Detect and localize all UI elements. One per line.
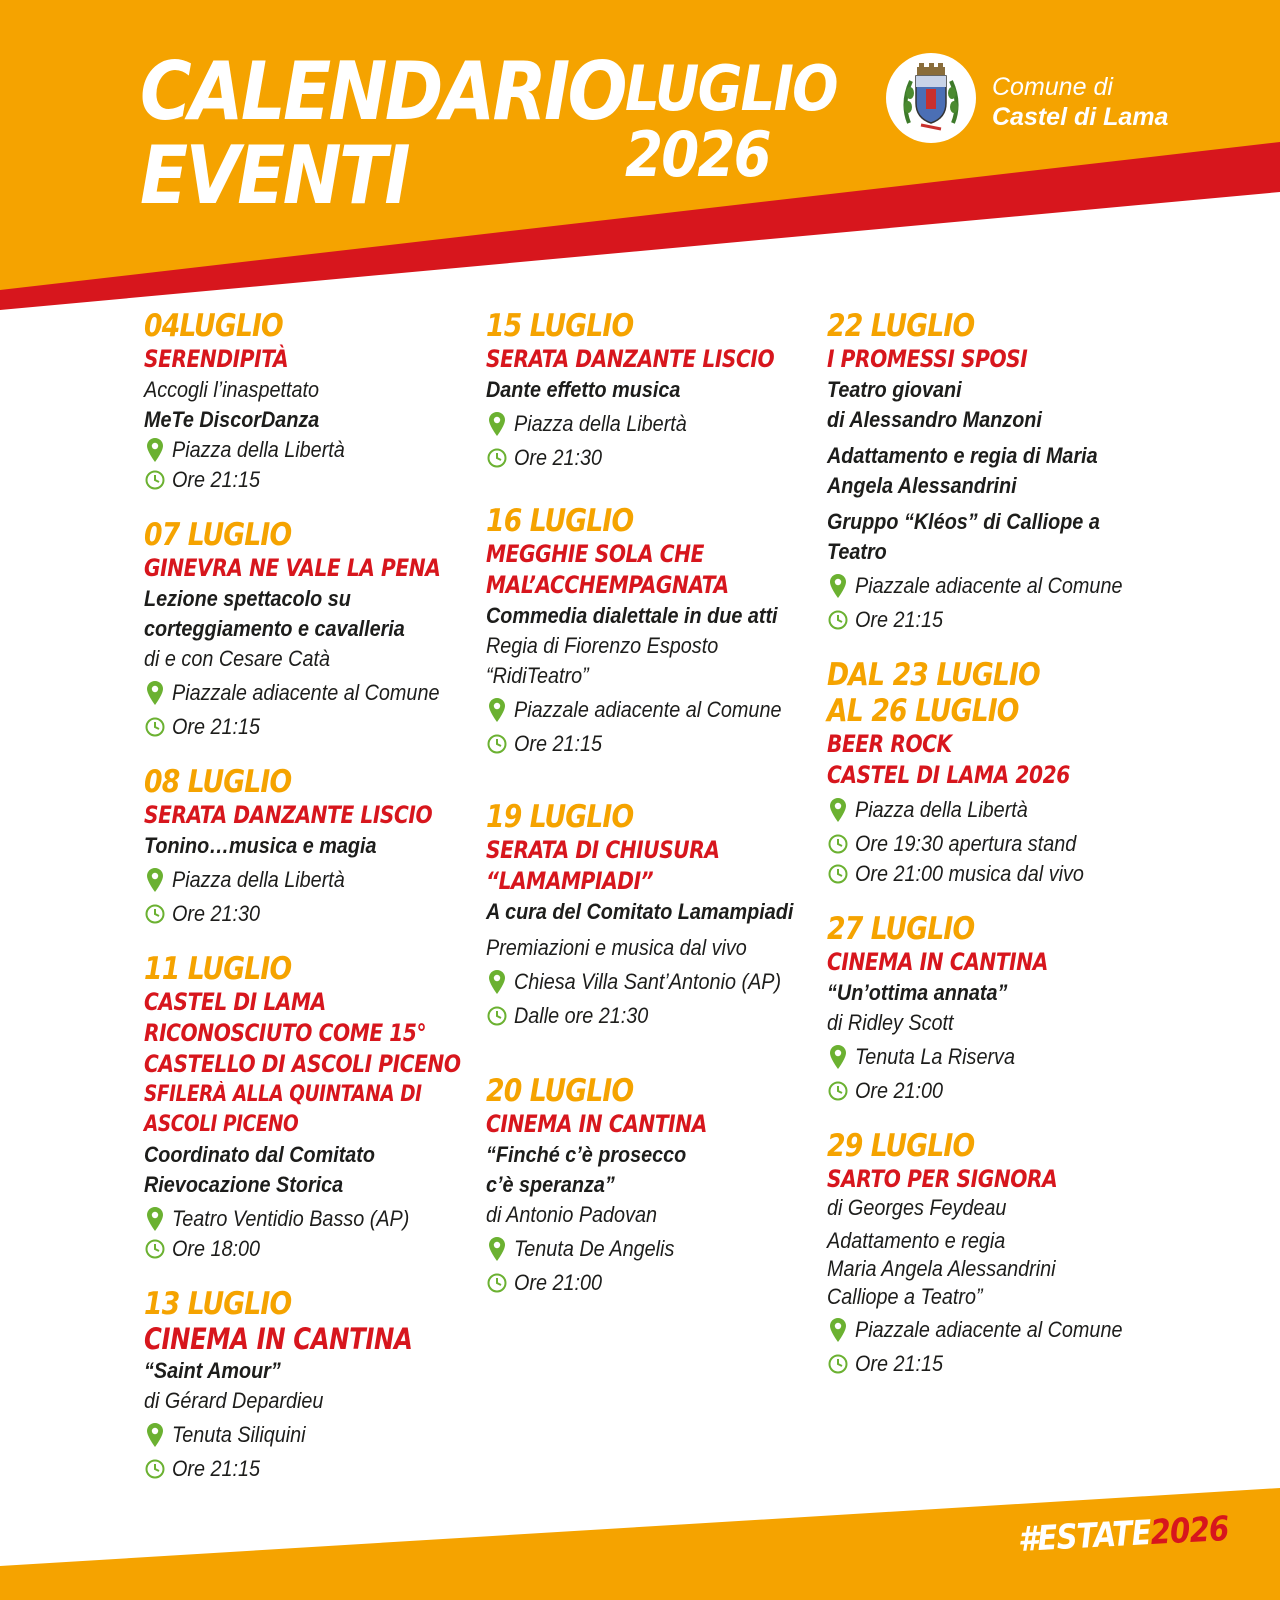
event-07-luglio	[144, 517, 474, 742]
event-description: Coordinato dal Comitato	[144, 1142, 375, 1167]
hashtag-text: #ESTATE	[1016, 1513, 1152, 1560]
event-title: CINEMA IN CANTINA	[144, 1322, 413, 1356]
event-description: A cura del Comitato Lamampiadi	[486, 899, 794, 924]
month-line-2: 2026	[625, 118, 770, 191]
event-time	[144, 465, 474, 495]
event-place	[486, 967, 816, 997]
event-description: Regia di Fiorenzo Esposto	[486, 633, 719, 658]
map-pin-icon	[827, 1045, 849, 1069]
event-description: Adattamento e regia	[827, 1228, 1006, 1253]
event-time-text: Ore 21:00	[855, 1078, 944, 1103]
event-date: 27 LUGLIO	[827, 911, 975, 947]
event-date: AL 26 LUGLIO	[827, 693, 1019, 729]
map-pin-icon	[827, 574, 849, 598]
map-pin-icon	[827, 1318, 849, 1342]
event-time-text: Ore 21:15	[172, 714, 261, 739]
event-title: SERENDIPITÀ	[144, 345, 289, 373]
event-description: Lezione spettacolo su	[144, 586, 351, 611]
map-pin-icon	[144, 1423, 166, 1447]
event-04-luglio	[144, 308, 474, 495]
event-place-text: Tenuta La Riserva	[855, 1044, 1015, 1069]
event-date: DAL 23 LUGLIO	[827, 657, 1040, 693]
title-line-1: CALENDARIO	[140, 45, 625, 138]
events-column-3	[827, 308, 1187, 1401]
event-description: Dante effetto musica	[486, 377, 681, 402]
event-place	[144, 1204, 474, 1234]
event-place-text: Teatro Ventidio Basso (AP)	[172, 1206, 410, 1231]
comune-line-1: Comune di	[992, 73, 1113, 101]
event-place	[827, 1042, 1187, 1072]
event-08-luglio	[144, 764, 474, 929]
event-time	[827, 829, 1187, 859]
event-subtitle: ASCOLI PICENO	[144, 1112, 299, 1137]
events-column-1	[144, 308, 474, 1506]
event-title: BEER ROCK	[827, 730, 952, 758]
event-date: 08 LUGLIO	[144, 764, 292, 800]
event-description: c’è speranza”	[486, 1172, 615, 1197]
event-time	[486, 729, 816, 759]
event-time	[144, 1454, 474, 1484]
event-description: di Alessandro Manzoni	[827, 407, 1042, 432]
event-time	[827, 1076, 1187, 1106]
event-title: CINEMA IN CANTINA	[486, 1110, 707, 1138]
event-place	[144, 435, 474, 465]
event-time-text: Ore 21:15	[172, 1456, 261, 1481]
event-subtitle: SFILERÀ ALLA QUINTANA DI	[144, 1082, 422, 1107]
coat-of-arms-icon	[899, 63, 963, 133]
event-description: Adattamento e regia di Maria	[827, 443, 1098, 468]
event-title: “LAMAMPIADI”	[486, 867, 654, 895]
event-place	[144, 1420, 474, 1450]
map-pin-icon	[144, 681, 166, 705]
event-place-text: Chiesa Villa Sant’Antonio (AP)	[514, 969, 782, 994]
event-time-text: Ore 19:30 apertura stand	[855, 831, 1077, 856]
event-place-text: Piazzale adiacente al Comune	[855, 573, 1123, 598]
event-date: 04LUGLIO	[144, 308, 283, 344]
event-place-text: Piazzale adiacente al Comune	[855, 1317, 1123, 1342]
event-date: 07 LUGLIO	[144, 517, 292, 553]
event-description: Rievocazione Storica	[144, 1172, 344, 1197]
event-title: I PROMESSI SPOSI	[827, 345, 1028, 373]
clock-icon	[827, 864, 849, 884]
clock-icon	[827, 834, 849, 854]
event-time-text: Ore 21:00	[514, 1270, 603, 1295]
event-date: 22 LUGLIO	[827, 308, 975, 344]
event-time	[827, 859, 1187, 889]
map-pin-icon	[486, 970, 508, 994]
event-time-text: Ore 21:30	[514, 445, 603, 470]
month-heading	[625, 52, 837, 191]
event-date: 29 LUGLIO	[827, 1128, 975, 1164]
clock-icon	[144, 470, 166, 490]
event-place-text: Piazza della Libertà	[855, 797, 1028, 822]
clock-icon	[144, 1239, 166, 1259]
event-time-text: Ore 21:15	[514, 731, 603, 756]
event-date: 13 LUGLIO	[144, 1286, 292, 1322]
comune-label	[992, 72, 1168, 132]
event-description: di Antonio Padovan	[486, 1202, 657, 1227]
event-time-text: Ore 21:15	[855, 1351, 944, 1376]
event-place-text: Piazza della Libertà	[172, 437, 345, 462]
event-19-luglio	[486, 799, 816, 1031]
event-title: CINEMA IN CANTINA	[827, 948, 1048, 976]
event-description: di Gérard Depardieu	[144, 1388, 324, 1413]
event-22-luglio	[827, 308, 1187, 635]
event-time-text: Ore 18:00	[172, 1236, 261, 1261]
clock-icon	[486, 448, 508, 468]
event-title: SERATA DANZANTE LISCIO	[486, 345, 775, 373]
event-description: di Georges Feydeau	[827, 1195, 1007, 1220]
event-date: 11 LUGLIO	[144, 951, 292, 987]
hashtag-year: 2026	[1149, 1508, 1230, 1554]
event-29-luglio	[827, 1128, 1187, 1379]
clock-icon	[486, 1273, 508, 1293]
event-title: SARTO PER SIGNORA	[827, 1165, 1058, 1193]
map-pin-icon	[144, 1207, 166, 1231]
event-23-26-luglio	[827, 657, 1187, 889]
event-description: MeTe DiscorDanza	[144, 407, 320, 432]
event-title: SERATA DANZANTE LISCIO	[144, 801, 433, 829]
map-pin-icon	[144, 438, 166, 462]
event-time	[486, 1268, 816, 1298]
events-column-2	[486, 308, 816, 1320]
event-description: Teatro giovani	[827, 377, 962, 402]
event-title: RICONOSCIUTO COME 15°	[144, 1019, 427, 1047]
event-description: Calliope a Teatro”	[827, 1284, 983, 1309]
event-description: “Finché c’è prosecco	[486, 1142, 687, 1167]
event-place-text: Tenuta De Angelis	[514, 1236, 675, 1261]
event-place-text: Tenuta Siliquini	[172, 1422, 306, 1447]
event-place	[486, 695, 816, 725]
event-date: 20 LUGLIO	[486, 1073, 634, 1109]
event-20-luglio	[486, 1073, 816, 1298]
event-description: Accogli l’inaspettato	[144, 377, 320, 402]
event-description: di e con Cesare Catà	[144, 646, 331, 671]
event-title: MEGGHIE SOLA CHE	[486, 540, 704, 568]
event-title: CASTEL DI LAMA 2026	[827, 761, 1070, 789]
event-title: SERATA DI CHIUSURA	[486, 836, 720, 864]
map-pin-icon	[144, 868, 166, 892]
event-date: 19 LUGLIO	[486, 799, 634, 835]
event-13-luglio	[144, 1286, 474, 1484]
event-description: Gruppo “Kléos” di Calliope a	[827, 509, 1100, 534]
event-place	[827, 795, 1187, 825]
clock-icon	[827, 1081, 849, 1101]
event-description: Maria Angela Alessandrini	[827, 1256, 1056, 1281]
comune-logo	[886, 53, 976, 143]
clock-icon	[486, 1006, 508, 1026]
event-16-luglio	[486, 503, 816, 759]
event-description: Angela Alessandrini	[827, 473, 1017, 498]
clock-icon	[827, 1354, 849, 1374]
event-place	[827, 1315, 1187, 1345]
clock-icon	[486, 734, 508, 754]
map-pin-icon	[486, 412, 508, 436]
event-time-text: Ore 21:15	[855, 607, 944, 632]
event-title: GINEVRA NE VALE LA PENA	[144, 554, 441, 582]
event-title: CASTEL DI LAMA	[144, 988, 326, 1016]
event-time	[486, 1001, 816, 1031]
event-description: Commedia dialettale in due atti	[486, 603, 778, 628]
event-description: “RidiTeatro”	[486, 663, 589, 688]
event-description: Tonino…musica e magia	[144, 833, 377, 858]
event-place-text: Piazzale adiacente al Comune	[172, 680, 440, 705]
event-time	[144, 712, 474, 742]
event-time-text: Ore 21:15	[172, 467, 261, 492]
event-description: “Saint Amour”	[144, 1358, 281, 1383]
event-27-luglio	[827, 911, 1187, 1106]
event-time-text: Ore 21:30	[172, 901, 261, 926]
clock-icon	[827, 610, 849, 630]
event-time	[486, 443, 816, 473]
event-place	[144, 678, 474, 708]
event-place	[144, 865, 474, 895]
event-time	[827, 1349, 1187, 1379]
event-description: corteggiamento e cavalleria	[144, 616, 405, 641]
map-pin-icon	[827, 798, 849, 822]
event-description: di Ridley Scott	[827, 1010, 954, 1035]
event-time-text: Ore 21:00 musica dal vivo	[855, 861, 1084, 886]
event-description: Premiazioni e musica dal vivo	[486, 935, 747, 960]
event-place-text: Piazza della Libertà	[514, 411, 687, 436]
event-place	[486, 409, 816, 439]
month-line-1: LUGLIO	[625, 52, 837, 125]
event-title: CASTELLO DI ASCOLI PICENO	[144, 1050, 461, 1078]
event-title: MAL’ACCHEMPAGNATA	[486, 571, 729, 599]
event-date: 15 LUGLIO	[486, 308, 634, 344]
event-description: Teatro	[827, 539, 887, 564]
event-description: “Un’ottima annata”	[827, 980, 1008, 1005]
map-pin-icon	[486, 698, 508, 722]
event-place-text: Piazza della Libertà	[172, 867, 345, 892]
event-time	[144, 899, 474, 929]
event-date: 16 LUGLIO	[486, 503, 634, 539]
comune-line-2: Castel di Lama	[992, 103, 1169, 131]
page-title	[140, 45, 625, 222]
event-15-luglio	[486, 308, 816, 473]
clock-icon	[144, 717, 166, 737]
clock-icon	[144, 904, 166, 924]
title-line-2: EVENTI	[140, 129, 408, 222]
clock-icon	[144, 1459, 166, 1479]
event-place	[827, 571, 1187, 601]
event-11-luglio	[144, 951, 474, 1264]
event-place-text: Piazzale adiacente al Comune	[514, 697, 782, 722]
event-time-text: Dalle ore 21:30	[514, 1003, 649, 1028]
event-time	[144, 1234, 474, 1264]
event-place	[486, 1234, 816, 1264]
event-time	[827, 605, 1187, 635]
map-pin-icon	[486, 1237, 508, 1261]
